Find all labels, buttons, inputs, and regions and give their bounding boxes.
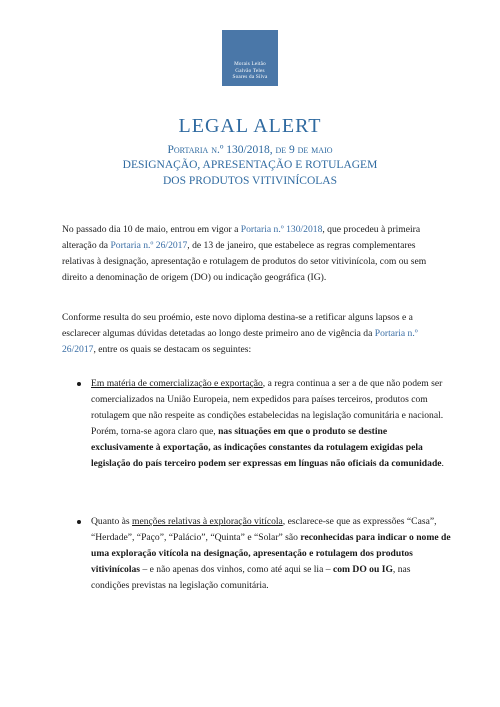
subtitle-topic-line-1: DESIGNAÇÃO, APRESENTAÇÃO E ROTULAGEM: [122, 159, 378, 171]
context-text-1: Conforme resulta do seu proémio, este novo diploma destina-se a retificar alguns lapsos e a esclarecer algumas dúvidas detetadas ao longo deste primeiro ano de vigência da: [62, 312, 413, 339]
logo-line-3: Soares da Silva: [232, 73, 268, 80]
bullet2-text-1: , esclarece-se que as expressões “Casa”, “Herdade”, “Paço”, “Palácio”, “Quinta” e “Solar” são: [91, 516, 437, 543]
logo-line-1: Morais Leitão: [234, 61, 266, 68]
bullet-marker-1: [77, 382, 81, 386]
context-paragraph: [62, 310, 446, 358]
bullet1-text-2: .: [441, 458, 444, 469]
bullet1-text-1: , a regra continua a ser a de que não podem ser comercializados na União Europeia, nem expedidos para países terceiros, produtos com rotulagem que não respeite as condições estabelecidas na legislação comunitária e nacional. Porém, torna-se agora claro que,: [91, 378, 444, 437]
bullet1-bold: nas situações em que o produto se destine exclusivamente à exportação, as indicações constantes da rotulagem exigidas pela legislação do país terceiro podem ser expressas em línguas não oficiais da comunidade: [91, 426, 442, 469]
bullet2-text-0: Quanto às: [91, 516, 133, 527]
intro-text-1: No passado dia 10 de maio, entrou em vigor a: [62, 224, 241, 235]
bullet-item-exportacao: [91, 376, 451, 472]
intro-text-2: , que procedeu à primeira alteração da: [62, 224, 421, 251]
bullet-item-mencoes: [91, 514, 451, 594]
firm-logo: [222, 30, 278, 86]
intro-paragraph: [62, 222, 446, 286]
page-title: LEGAL ALERT: [178, 115, 322, 137]
subtitle-topic-line-2: DOS PRODUTOS VITIVINÍCOLAS: [162, 175, 337, 187]
context-text-2: , entre os quais se destacam os seguintes:: [93, 344, 252, 355]
logo-line-2: Galvão Teles: [235, 67, 265, 74]
portaria-130-link[interactable]: Portaria n.º 130/2018: [240, 224, 323, 235]
bullet1-heading: Em matéria de comercialização e exportação: [91, 378, 263, 389]
intro-text-3: , de 13 de janeiro, que estabelece as regras complementares relativas à designação, apresentação e rotulagem de produtos do setor vitivinícola, com ou sem direito a denominação de origem (DO) ou indicação geográfica (IG).: [62, 240, 427, 283]
bullet2-bold-2: com DO ou IG: [332, 564, 393, 575]
bullet2-text-3: , nas condições previstas na legislação comunitária.: [91, 564, 411, 591]
bullet2-bold-1: reconhecidas para indicar o nome de uma exploração vitícola na designação, apresentação e rotulagem dos produtos vitivinícolas: [91, 532, 451, 575]
bullet2-text-2: – e não apenas dos vinhos, como até aqui se lia –: [140, 564, 333, 575]
portaria-26-link[interactable]: Portaria n.º 26/2017: [110, 240, 188, 251]
subtitle-portaria: Portaria n.º 130/2018, de 9 de maio: [167, 144, 333, 156]
portaria-26-link-2[interactable]: Portaria n.º 26/2017: [62, 328, 418, 355]
bullet2-heading: menções relativas à exploração vitícola: [132, 516, 283, 527]
bullet-marker-2: [77, 520, 81, 524]
